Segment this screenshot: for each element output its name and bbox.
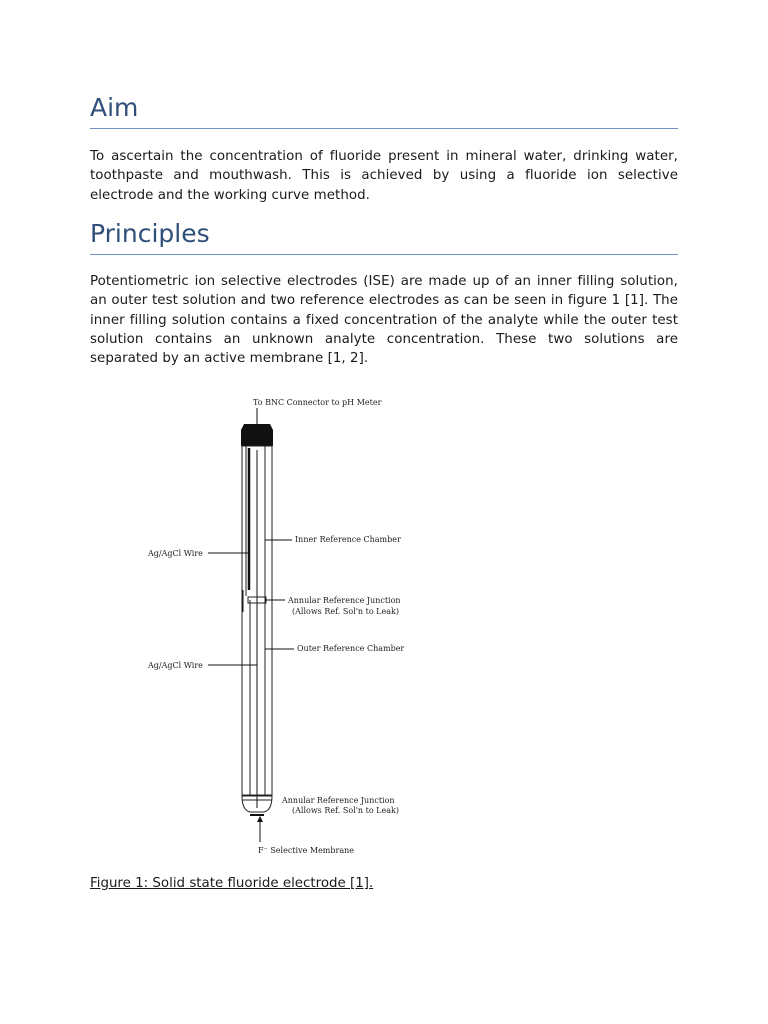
label-top: To BNC Connector to pH Meter [253, 398, 382, 407]
label-junction-2-line1: Annular Reference Junction [282, 796, 395, 805]
label-junction-1-line2: (Allows Ref. Sol'n to Leak) [292, 607, 399, 616]
principles-heading: Principles [90, 219, 678, 255]
aim-heading: Aim [90, 93, 678, 129]
label-wire-2: Ag/AgCl Wire [148, 661, 203, 670]
label-outer-chamber: Outer Reference Chamber [297, 644, 405, 653]
aim-text: To ascertain the concentration of fluoride present in mineral water, drinking water, toothpaste and mouthwash. This is achieved by using a fluoride ion selective electrode and the working curve method. [90, 149, 678, 203]
label-wire-1: Ag/AgCl Wire [148, 549, 203, 558]
principles-paragraph [90, 272, 678, 368]
electrode-diagram [140, 390, 430, 870]
electrode-figure [140, 390, 430, 874]
aim-paragraph [90, 147, 678, 205]
principles-text: Potentiometric ion selective electrodes (ISE) are made up of an inner filling solution, an outer test solution and two reference electrodes as can be seen in figure 1 [1]. The inner filling solution contains a fixed concentration of the analyte while the outer test solution contains an unknown analyte concentration. These two solutions are separated by an active membrane [1, 2]. [90, 274, 678, 367]
label-junction-2-line2: (Allows Ref. Sol'n to Leak) [292, 806, 399, 815]
label-membrane: F⁻ Selective Membrane [258, 846, 354, 855]
label-junction-1-line1: Annular Reference Junction [288, 596, 401, 605]
label-inner-chamber: Inner Reference Chamber [295, 535, 401, 544]
figure-caption: Figure 1: Solid state fluoride electrode [1]. [90, 876, 374, 891]
electrode-cap [241, 424, 273, 446]
